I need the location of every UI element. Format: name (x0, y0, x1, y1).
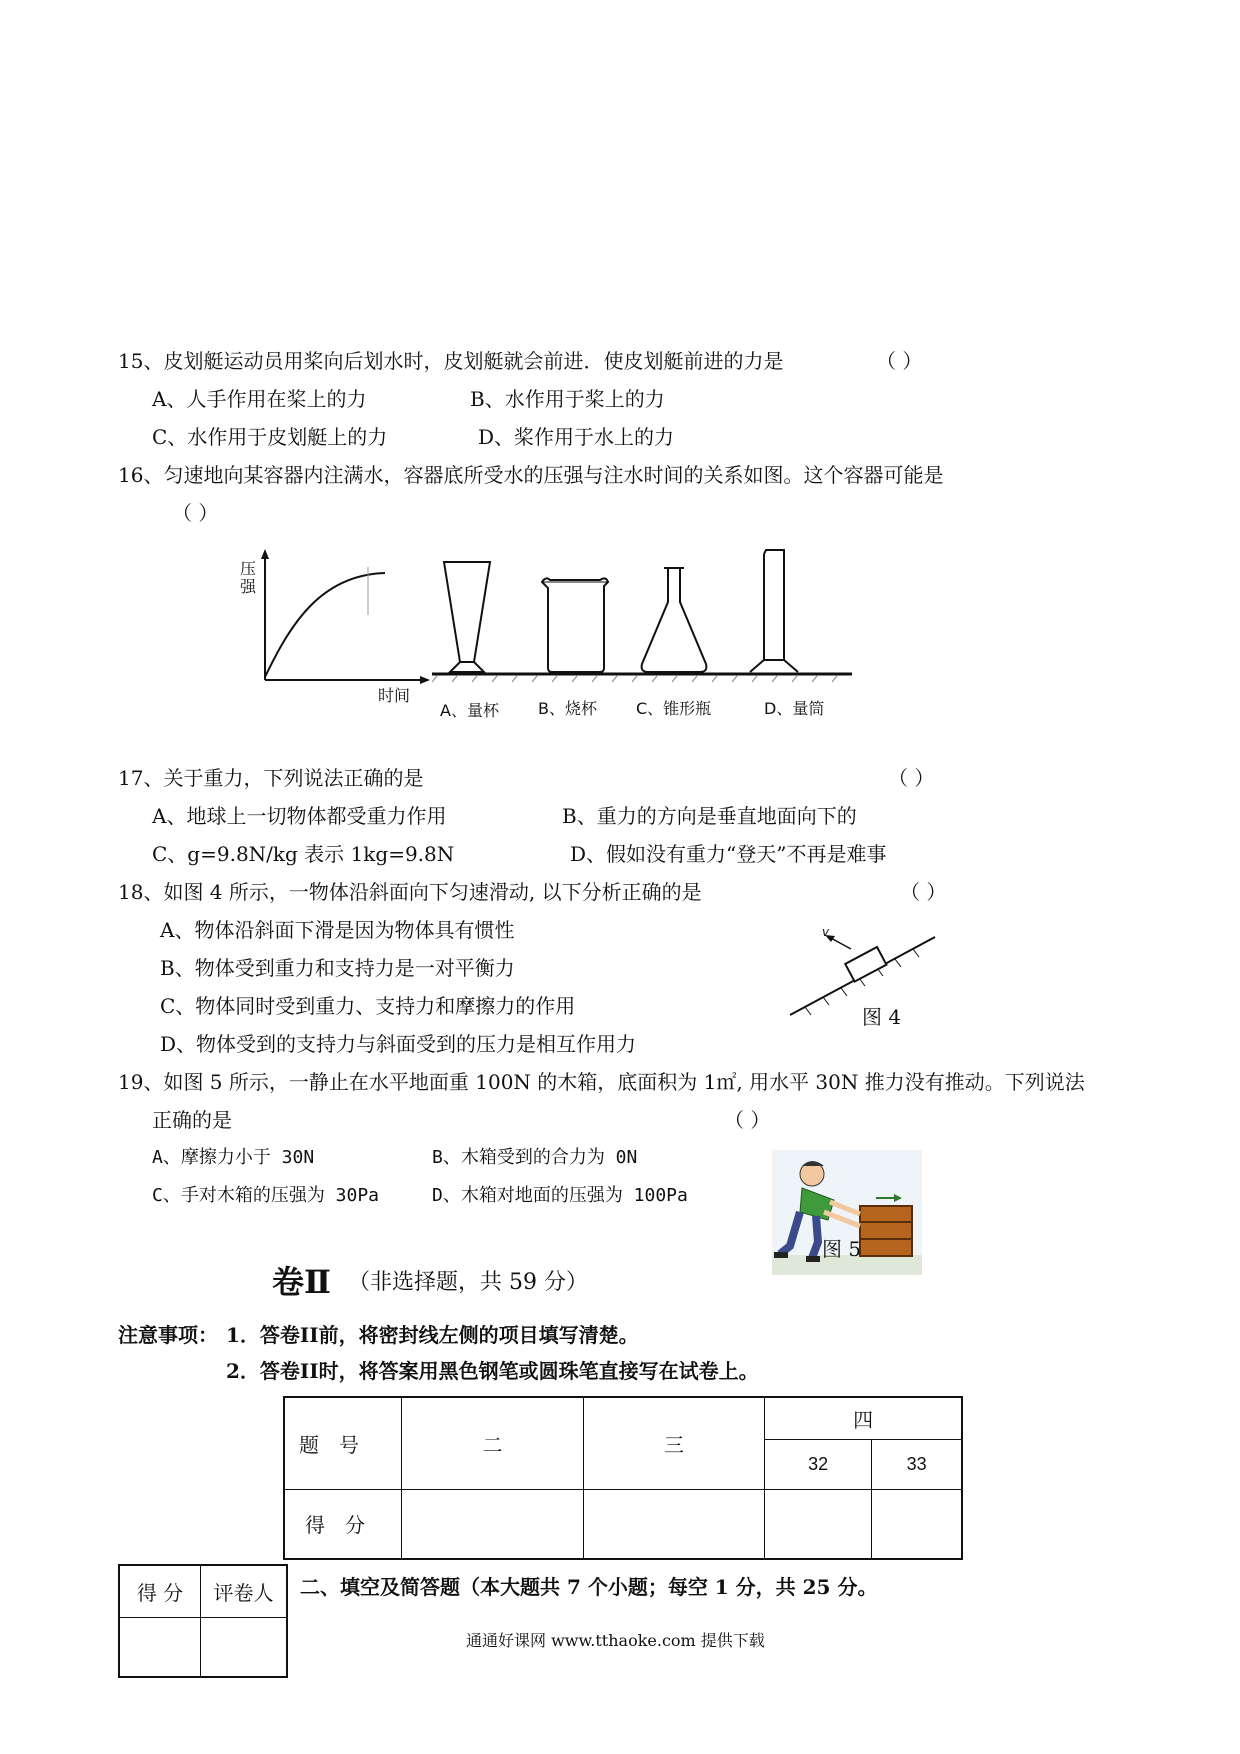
q15-option-c: C、水作用于皮划艇上的力 (152, 425, 388, 449)
q17-stem: 17、关于重力，下列说法正确的是 (118, 766, 424, 790)
section2-subtitle: （非选择题，共 59 分） (348, 1270, 588, 1295)
q17-option-c: C、g=9.8N/kg 表示 1kg=9.8N (152, 842, 455, 866)
q19-answer-paren: （ ） (724, 1108, 771, 1132)
pressure-time-graph (230, 545, 430, 705)
q19-option-d: D、木箱对地面的压强为 100Pa (432, 1185, 688, 1206)
q15-answer-paren: （ ） (876, 349, 923, 373)
q15-option-a: A、人手作用在桨上的力 (152, 387, 367, 411)
note-1: 1．答卷II前，将密封线左侧的项目填写清楚。 (226, 1323, 639, 1347)
q19-stem-line1: 19、如图 5 所示，一静止在水平地面重 100N 的木箱，底面积为 1㎡, 用水平 30N 推力没有推动。下列说法 (118, 1070, 1085, 1094)
grader-box-grader-label: 评卷人 (201, 1565, 288, 1617)
graph-x-label: 时间 (378, 686, 411, 705)
score-cell-32[interactable] (765, 1489, 872, 1559)
q18-option-d: D、物体受到的支持力与斜面受到的压力是相互作用力 (160, 1032, 637, 1056)
q15-stem: 15、皮划艇运动员用桨向后划水时，皮划艇就会前进．使皮划艇前进的力是 (118, 349, 784, 373)
container-label-c: C、锥形瓶 (636, 699, 712, 718)
section2-title: 卷Ⅱ (272, 1263, 331, 1301)
score-table-col-4: 四 (765, 1397, 962, 1439)
graph-y-label: 压强 (240, 559, 257, 596)
q19-option-b: B、木箱受到的合力为 0N (432, 1147, 638, 1168)
score-cell-2[interactable] (402, 1489, 583, 1559)
q19-option-a: A、摩擦力小于 30N (152, 1147, 315, 1168)
grader-box-grader-cell[interactable] (201, 1617, 288, 1677)
q18-option-a: A、物体沿斜面下滑是因为物体具有惯性 (160, 918, 515, 942)
container-label-d: D、量筒 (764, 699, 825, 718)
q18-option-c: C、物体同时受到重力、支持力和摩擦力的作用 (160, 994, 576, 1018)
score-table-col-3: 三 (583, 1397, 764, 1489)
q16-stem: 16、匀速地向某容器内注满水，容器底所受水的压强与注水时间的关系如图。这个容器可能是 (118, 463, 944, 487)
q15-option-d: D、桨作用于水上的力 (478, 425, 675, 449)
score-table (283, 1396, 963, 1560)
q17-option-d: D、假如没有重力“登天”不再是难事 (570, 842, 887, 866)
q19-option-c: C、手对木箱的压强为 30Pa (152, 1185, 380, 1206)
q16-answer-paren: （ ） (172, 501, 219, 525)
part2-heading: 二、填空及简答题（本大题共 7 个小题；每空 1 分，共 25 分。 (300, 1575, 878, 1599)
container-label-b: B、烧杯 (538, 699, 597, 718)
figure-4-label: 图 4 (862, 1005, 902, 1029)
containers-figure (432, 540, 852, 685)
score-cell-3[interactable] (583, 1489, 764, 1559)
grader-box (118, 1564, 288, 1678)
notes-label: 注意事项： (118, 1323, 218, 1347)
q18-stem: 18、如图 4 所示，一物体沿斜面向下匀速滑动, 以下分析正确的是 (118, 880, 702, 904)
grader-box-score-cell[interactable] (119, 1617, 201, 1677)
score-table-col-32: 32 (765, 1439, 872, 1489)
q19-stem-line2: 正确的是 (152, 1108, 232, 1132)
q15-option-b: B、水作用于桨上的力 (470, 387, 665, 411)
q17-option-a: A、地球上一切物体都受重力作用 (152, 804, 447, 828)
score-table-col-2: 二 (402, 1397, 583, 1489)
footer-source: 通通好课网 www.tthaoke.com 提供下载 (466, 1631, 765, 1650)
q17-option-b: B、重力的方向是垂直地面向下的 (562, 804, 857, 828)
grader-box-score-label: 得 分 (119, 1565, 201, 1617)
container-label-a: A、量杯 (440, 701, 499, 720)
q18-option-b: B、物体受到重力和支持力是一对平衡力 (160, 956, 515, 980)
score-cell-33[interactable] (872, 1489, 962, 1559)
q18-answer-paren: （ ） (900, 880, 947, 904)
q17-answer-paren: （ ） (888, 766, 935, 790)
score-table-row-label-number: 题 号 (284, 1397, 402, 1489)
score-table-col-33: 33 (872, 1439, 962, 1489)
incline-velocity-label: v (822, 925, 830, 939)
note-2: 2．答卷II时，将答案用黑色钢笔或圆珠笔直接写在试卷上。 (226, 1359, 759, 1383)
figure-5-label: 图 5 (822, 1237, 862, 1261)
score-table-row-label-score: 得 分 (284, 1489, 402, 1559)
